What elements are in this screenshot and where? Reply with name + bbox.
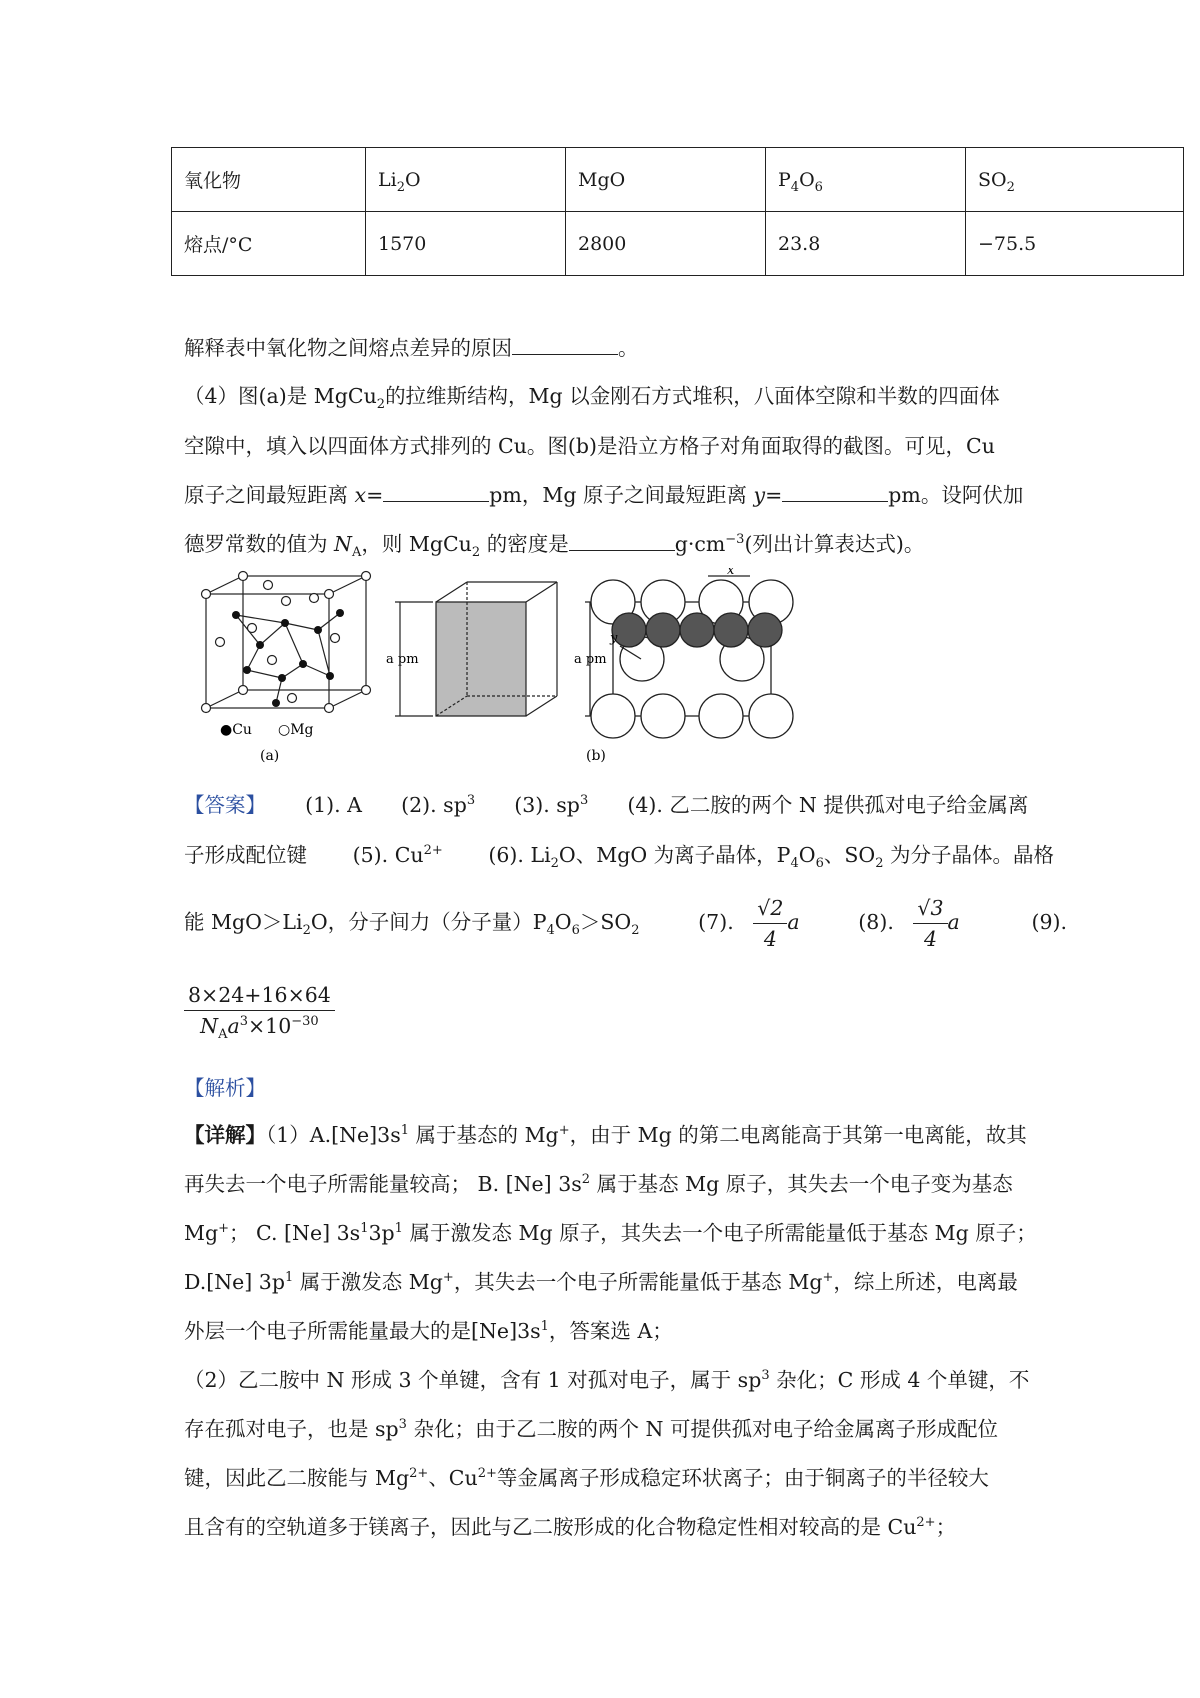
sup: 2+ [409,1466,429,1482]
answer-blank-x [383,481,489,502]
answer-3: (3). sp [514,793,580,817]
sup: −30 [291,1014,319,1030]
text: O [554,910,572,934]
cell-sub: 4 [790,179,800,195]
table-cell [966,148,1184,212]
text: 解释表中氧化物之间熔点差异的原因 [184,336,512,360]
text: pm，Mg 原子之间最短距离 [489,483,754,507]
text: ，答案选 A； [548,1319,673,1343]
figure-a-cu-atoms [232,609,344,707]
cell-value: 2800 [578,232,627,255]
fraction-8 [913,893,947,954]
text: 德罗常数的值为 [184,532,335,556]
analysis-line-9 [184,1512,1024,1542]
analysis-line-4 [184,1267,1024,1297]
text: 为分子晶体。晶格 [883,843,1055,867]
text: ，综上所述，电离最 [833,1270,1018,1294]
sub: 2 [471,545,481,561]
header-oxide: 氧化物 [184,170,242,192]
table-row [172,148,1184,212]
text: 。 [618,336,639,360]
question-4-line-1 [184,381,1024,411]
cell-text: O [799,168,815,191]
sup: + [822,1270,834,1286]
answer-tag: 【答案】 [184,793,266,817]
analysis-line-3 [184,1218,1037,1248]
cell-value: 1570 [378,232,427,255]
text: Mg [184,1221,219,1245]
melting-point-table [171,147,1184,276]
analysis-line-6 [184,1365,1030,1395]
sup: 2+ [916,1515,936,1531]
text: D.[Ne] 3p [184,1270,285,1294]
label-x: x [727,568,735,578]
var-x: x [354,483,367,507]
answer-line-1 [184,790,1029,820]
sup: 2+ [477,1466,497,1482]
sup: 1 [540,1319,549,1335]
cell-sub: 6 [814,179,823,195]
text: 外层一个电子所需能量最大的是[Ne]3s [184,1319,541,1343]
answer-9: (9). [1031,910,1068,934]
var-n: N [200,1014,219,1038]
text: ＞SO [579,910,632,934]
text: ，则 MgCu [361,532,472,556]
analysis-line-5 [184,1316,1024,1346]
sub: 2 [875,856,884,872]
sup: 1 [360,1221,369,1237]
label-y: y [610,631,618,646]
answer-2: (2). sp [401,793,467,817]
var-a: a [787,910,800,934]
sup: + [558,1123,570,1139]
analysis-line-2 [184,1169,1024,1199]
text: ×10 [247,1014,292,1038]
text: 属于激发态 Mg [293,1270,443,1294]
text: 等金属离子形成稳定环状离子；由于铜离子的半径较大 [496,1466,989,1490]
table-cell [172,212,366,276]
sub: 6 [815,856,824,872]
table-cell [766,148,966,212]
sub: 2 [550,856,559,872]
text: = [765,483,783,507]
fraction-9 [184,980,335,1041]
text: （1）A.[Ne]3s [266,1123,401,1147]
var-na: N [334,532,352,556]
figure-middle-cube [395,582,557,716]
table-cell [766,212,966,276]
caption-b: (b) [586,748,606,764]
analysis-line-8 [184,1463,1024,1493]
dim-label-middle: a pm [386,652,419,667]
question-4-line-2 [184,431,1024,461]
sup: 2+ [423,843,443,859]
sup: + [218,1221,230,1237]
answer-blank [512,334,618,355]
cell-text: O [404,168,421,191]
text: ； C. [Ne] 3s [229,1221,361,1245]
sup: 1 [394,1221,403,1237]
answer-line-2 [184,840,1055,872]
var-a: a [227,1014,240,1038]
cell-text: Li [378,168,397,191]
text: 、SO [823,843,876,867]
legend-mg: ○Mg [278,722,314,738]
table-cell [966,212,1184,276]
question-4-line-3 [184,480,1024,510]
numerator: √2 [753,893,787,924]
answer-line-3 [184,893,1068,954]
sup: 1 [400,1123,410,1139]
figure-b-section [585,576,793,738]
question-3-tail [184,333,1024,363]
denominator: 4 [763,927,777,951]
figure-a-lattice [206,576,366,708]
cell-text: P [778,168,791,191]
sup: 3 [466,793,476,809]
table-cell [172,148,366,212]
sup: 3 [579,793,589,809]
text: (列出计算表达式)。 [744,532,925,556]
text: = [366,483,384,507]
text: 的拉维斯结构，Mg 以金刚石方式堆积，八面体空隙和半数的四面体 [385,384,1000,408]
sup: 1 [284,1270,294,1286]
answer-blank-y [782,481,888,502]
cell-sub: 2 [396,179,405,195]
cell-sub: 2 [1006,179,1015,195]
answer-6: (6). Li [488,843,551,867]
var-a: a [947,910,960,934]
denominator [184,1011,335,1041]
sub: 6 [571,923,580,939]
answer-5: (5). Cu [352,843,424,867]
text: ，其失去一个电子所需能量低于基态 Mg [453,1270,823,1294]
sup: 3 [398,1417,407,1433]
sub: 2 [376,397,386,413]
sub: 2 [631,923,640,939]
sup: 3 [239,1014,248,1030]
numerator: 8×24+16×64 [184,980,335,1011]
text: 属于激发态 Mg 原子，其失去一个电子所需能量低于基态 Mg 原子； [402,1221,1037,1245]
row-label: 熔点/°C [184,234,253,256]
sup: −3 [725,532,745,548]
cell-text: SO [978,168,1007,191]
analysis-line-1 [184,1120,1027,1150]
text: （4）图(a)是 MgCu [184,384,377,408]
text: O [798,843,816,867]
text: O、MgO 为离子晶体，P [558,843,791,867]
analysis-tag-line [184,1073,1024,1103]
text: 杂化；C 形成 4 个单键，不 [769,1368,1030,1392]
text: ； [935,1515,957,1539]
table-cell [566,148,766,212]
text: （2）乙二胺中 N 形成 3 个单键，含有 1 对孤对电子，属于 sp [184,1368,762,1392]
text: 属于基态的 Mg [409,1123,559,1147]
answer-blank-density [569,530,675,551]
text: 存在孤对电子，也是 sp [184,1417,399,1441]
analysis-line-7 [184,1414,1024,1444]
sub: 4 [790,856,799,872]
caption-a: (a) [260,748,280,764]
text: pm。设阿伏加 [888,483,1024,507]
text: 且含有的空轨道多于镁离子，因此与乙二胺形成的化合物稳定性相对较高的是 Cu [184,1515,917,1539]
crystal-structure-figure [190,568,830,768]
text: O，分子间力（分子量）P [310,910,547,934]
dim-label-b: a pm [574,652,607,667]
numerator: √3 [913,893,947,924]
text: 的密度是 [480,532,569,556]
answer-line-4 [184,980,1024,1041]
answer-6-cont: 能 MgO＞Li [184,910,303,934]
answer-8: (8). [858,910,894,934]
answer-4: (4). 乙二胺的两个 N 提供孤对电子给金属离 [627,793,1029,817]
var-y: y [753,483,766,507]
text: ，由于 Mg 的第二电离能高于其第一电离能，故其 [569,1123,1027,1147]
cell-value: 23.8 [778,232,821,255]
sub: 4 [546,923,555,939]
question-4-line-4 [184,529,1024,559]
detail-tag: 【详解】 [184,1123,266,1147]
sub: 2 [302,923,311,939]
text: g·cm [674,532,726,556]
sup: + [442,1270,454,1286]
figure-a-mg-atoms [202,572,371,713]
table-row [172,212,1184,276]
legend-cu: ●Cu [220,722,252,738]
answer-1: (1). A [305,793,362,817]
sup: 2 [581,1172,591,1188]
denominator: 4 [923,927,937,951]
table-cell [366,212,566,276]
sup: 3 [761,1368,770,1384]
cell-value: −75.5 [978,232,1037,255]
analysis-tag: 【解析】 [184,1076,266,1100]
text: 原子之间最短距离 [184,483,355,507]
text: 空隙中，填入以四面体方式排列的 Cu。图(b)是沿立方格子对角面取得的截图。可见，Cu [184,434,995,458]
sub: A [351,545,362,561]
cell-text: MgO [578,168,626,191]
text: 再失去一个电子所需能量较高； B. [Ne] 3s [184,1172,582,1196]
answer-4-cont: 子形成配位键 [184,843,307,867]
table-cell [366,148,566,212]
text: 、Cu [428,1466,478,1490]
text: 杂化；由于乙二胺的两个 N 可提供孤对电子给金属离子形成配位 [406,1417,998,1441]
table-cell [566,212,766,276]
sub: A [218,1027,228,1043]
text: 3p [368,1221,395,1245]
answer-7: (7). [698,910,734,934]
fraction-7 [753,893,787,954]
text: 属于基态 Mg 原子，其失去一个电子变为基态 [590,1172,1013,1196]
text: 键，因此乙二胺能与 Mg [184,1466,410,1490]
